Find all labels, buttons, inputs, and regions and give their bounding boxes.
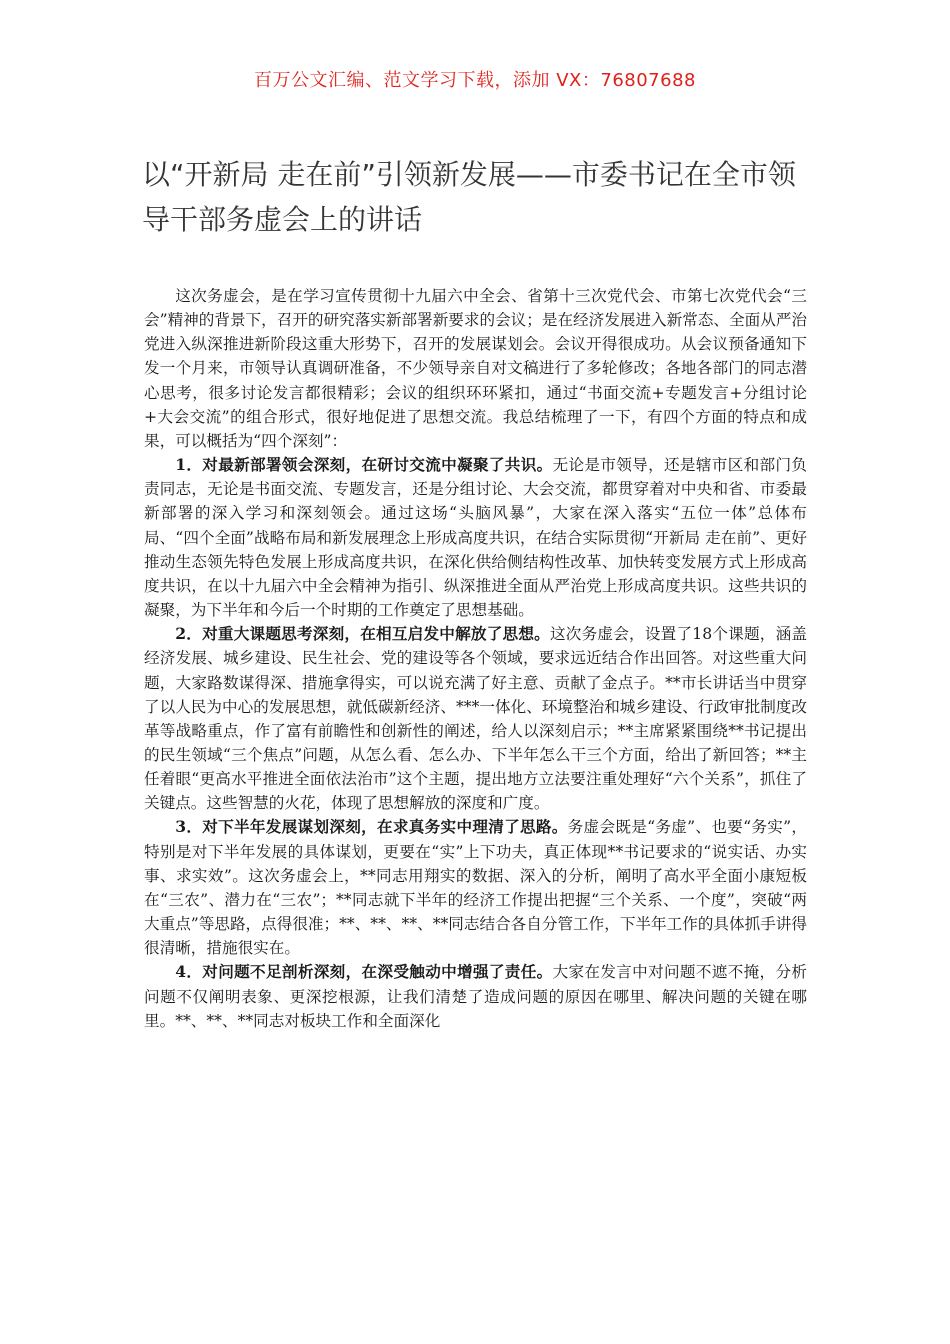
- point-heading: 4．对问题不足剖析深刻，在深受触动中增强了责任。: [175, 962, 553, 982]
- point-paragraph: [144, 960, 807, 1032]
- point-heading: 1．对最新部署领会深刻，在研讨交流中凝聚了共识。: [175, 455, 553, 475]
- point-text: 无论是市领导，还是辖市区和部门负责同志，无论是书面交流、专题发言，还是分组讨论、大会交流，都贯穿着对中央和省、市委最新部署的深入学习和深刻领会。通过这场“头脑风暴”，大家在深入落实“五位一体”总体布局、“四个全面”战略布局和新发展理念上形成高度共识，在结合实际贯彻“开新局 走在前”、更好推动生态领先特色发展上形成高度共识，在深化供给侧结构性改革、加快转变发展方式上形成高度共识，在以十九届六中全会精神为指引、纵深推进全面从严治党上形成高度共识。这些共识的凝聚，为下半年和今后一个时期的工作奠定了思想基础。: [144, 456, 807, 620]
- intro-paragraph: 这次务虚会，是在学习宣传贯彻十九届六中全会、省第十三次党代会、市第七次党代会“三会”精神的背景下，召开的研究落实新部署新要求的会议；是在经济发展进入新常态、全面从严治党进入纵深推进新阶段这重大形势下，召开的发展谋划会。会议开得很成功。从会议预备通知下发一个月来，市领导认真调研准备，不少领导亲自对文稿进行了多轮修改；各地各部门的同志潜心思考，很多讨论发言都很精彩；会议的组织环环紧扣，通过“书面交流+专题发言+分组讨论+大会交流”的组合形式，很好地促进了思想交流。我总结梳理了一下，有四个方面的特点和成果，可以概括为“四个深刻”：: [144, 287, 807, 450]
- point-paragraph: [144, 453, 807, 622]
- point-paragraph: [144, 815, 807, 960]
- point-text: 务虚会既是“务虚”、也要“务实”，特别是对下半年发展的具体谋划，更要在“实”上下功夫，真正体现**书记要求的“说实话、办实事、求实效”。这次务虚会上，**同志用翔实的数据、深入的分析，阐明了高水平全面小康短板在“三农”、潜力在“三农”；**同志就下半年的经济工作提出把握“三个关系、一个度”，突破“两大重点”等思路，点得很准；**、**、**、**同志结合各自分管工作，下半年工作的具体抓手讲得很清晰，措施很实在。: [144, 818, 807, 958]
- download-banner: 百万公文汇编、范文学习下载，添加 VX：76807688: [254, 70, 696, 91]
- document-title: 以“开新局 走在前”引领新发展——市委书记在全市领导干部务虚会上的讲话: [142, 158, 796, 236]
- point-heading: 2．对重大课题思考深刻，在相互启发中解放了思想。: [175, 624, 550, 644]
- document-body: [144, 284, 807, 1033]
- point-heading: 3．对下半年发展谋划深刻，在求真务实中理清了思路。: [175, 817, 568, 837]
- point-paragraph: [144, 622, 807, 815]
- point-text: 这次务虚会，设置了18个课题，涵盖经济发展、城乡建设、民生社会、党的建设等各个领域，要求远近结合作出回答。对这些重大问题，大家路数谋得深、措施拿得实，可以说充满了好主意、贡献了金点子。**市长讲话当中贯穿了以人民为中心的发展思想，就低碳新经济、***一体化、环境整治和城乡建设、行政审批制度改革等战略重点，作了富有前瞻性和创新性的阐述，给人以深刻启示；**主席紧紧围绕**书记提出的民生领域“三个焦点”问题，从怎么看、怎么办、下半年怎么干三个方面，给出了新回答；**主任着眼“更高水平推进全面依法治市”这个主题，提出地方立法要注重处理好“六个关系”，抓住了关键点。这些智慧的火花，体现了思想解放的深度和广度。: [144, 625, 808, 813]
- point-text: 大家在发言中对问题不遮不掩，分析问题不仅阐明表象、更深挖根源，让我们清楚了造成问题的原因在哪里、解决问题的关键在哪里。**、**、**同志对板块工作和全面深化: [144, 963, 807, 1030]
